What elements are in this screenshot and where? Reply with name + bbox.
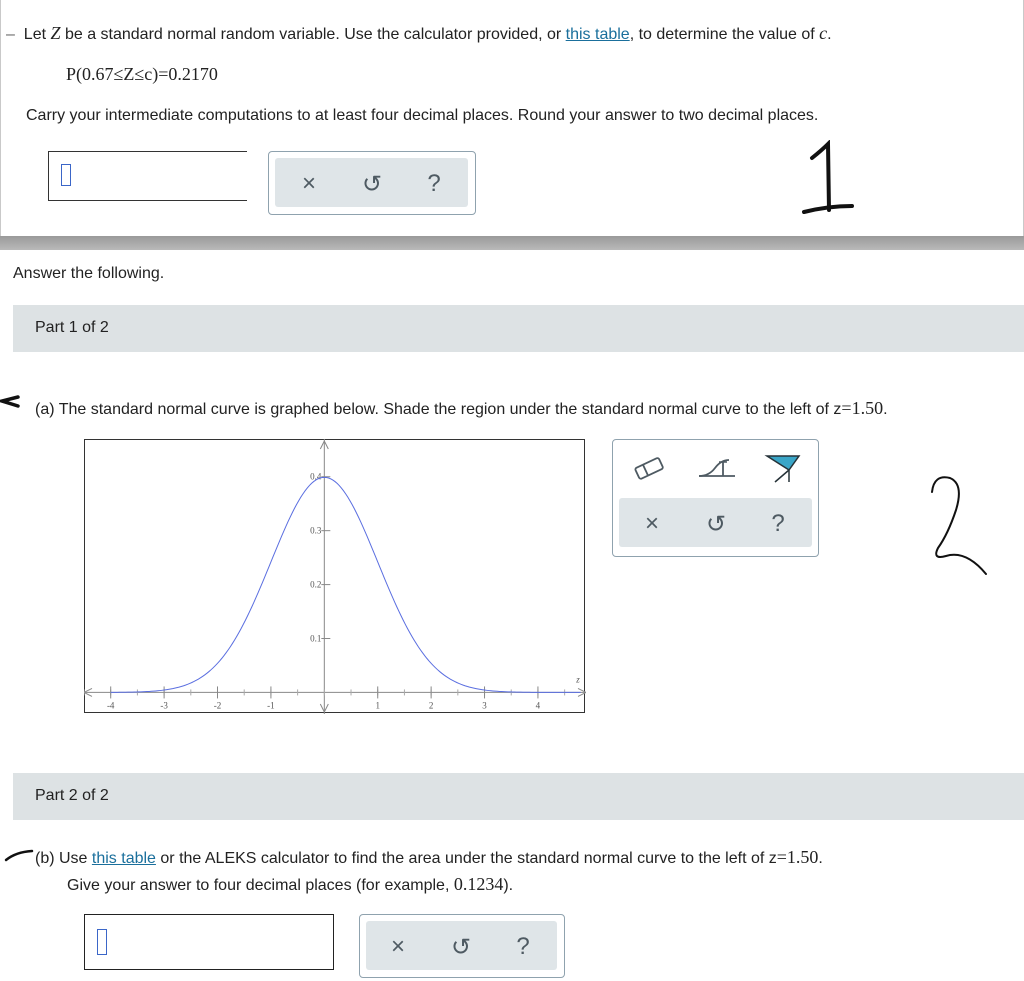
rounding-instructions: Carry your intermediate computations to at least four decimal places. Round your answer to two decimal places. [26, 107, 819, 124]
prompt-text-1: Let [23, 26, 51, 43]
y-tick-label: 0.1 [310, 633, 322, 644]
eraser-icon[interactable] [633, 454, 667, 482]
answer-input-c[interactable] [48, 151, 247, 201]
x-tick-label: -3 [160, 700, 168, 711]
help-icon-2[interactable]: ? [516, 933, 530, 960]
shade-left-icon[interactable] [697, 454, 737, 482]
input-cursor-icon [61, 164, 71, 186]
part-2-end: . [818, 850, 823, 867]
part-1-question-text: (a) The standard normal curve is graphed below. Shade the region under the standard normal curve to the left of [35, 401, 834, 418]
card-divider [0, 236, 1024, 250]
part-1-end: . [883, 401, 888, 418]
graph-toolbar [612, 439, 819, 557]
handwritten-dash [4, 848, 34, 862]
undo-icon[interactable]: ↺ [361, 171, 383, 198]
part-2-table-link[interactable]: this table [91, 850, 156, 867]
part-1-z: z [833, 401, 842, 418]
undo-icon-2[interactable]: ↺ [450, 934, 472, 961]
part-1-z-value: 1.50 [851, 398, 884, 418]
part-2-instructions-end: ). [503, 877, 514, 894]
prompt-var-z: Z [50, 23, 61, 43]
probability-equation: P(0.67≤Z≤c)=0.2170 [66, 64, 218, 84]
part-2-z-value: 1.50 [786, 847, 819, 867]
answer-toolbar-2 [359, 914, 565, 978]
x-tick-label: 1 [375, 700, 380, 711]
shade-region-icon[interactable] [763, 450, 803, 486]
part-1-question [35, 398, 888, 420]
answer-following-heading: Answer the following. [13, 265, 165, 282]
x-tick-label: 4 [535, 700, 541, 711]
question-1-prompt [6, 23, 832, 45]
handwritten-bracket [0, 394, 22, 410]
graph-border [85, 440, 585, 713]
graph-help-icon[interactable]: ? [771, 510, 785, 537]
handwritten-mark-2 [916, 470, 996, 580]
prompt-end: . [827, 26, 832, 43]
y-tick-label: 0.2 [310, 579, 322, 590]
part-2-instructions-text: Give your answer to four decimal places (for example, [67, 877, 454, 894]
part-2-example: 0.1234 [453, 874, 504, 894]
part-2-instructions [67, 874, 513, 896]
clear-icon[interactable]: × [301, 170, 316, 197]
x-tick-label: -1 [267, 700, 275, 711]
part-2-question-mid: or the ALEKS calculator to find the area under the standard normal curve to the left of [155, 850, 769, 867]
prompt-text-2: be a standard normal random variable. Use the calculator provided, or [60, 26, 566, 43]
part-2-label: Part 2 of 2 [35, 787, 109, 804]
x-axis-label: z [576, 674, 580, 685]
part-1-label: Part 1 of 2 [35, 319, 109, 336]
x-tick-label: -2 [213, 700, 222, 711]
part-2-header [13, 773, 1024, 820]
y-tick-label: 0.4 [310, 471, 322, 482]
part-2-question-text: (b) Use [35, 850, 92, 867]
x-tick-label: 2 [428, 700, 434, 711]
this-table-link[interactable]: this table [565, 26, 630, 43]
part-2-z: z [768, 850, 777, 867]
handwritten-mark-1 [798, 140, 858, 216]
prompt-var-c: c [819, 23, 828, 43]
prompt-text-3: , to determine the value of [629, 26, 820, 43]
normal-curve-graph[interactable] [84, 439, 586, 714]
help-icon[interactable]: ? [427, 170, 441, 197]
part-1-eq: = [841, 398, 852, 418]
input-cursor-icon-2 [97, 929, 107, 955]
part-2-eq: = [776, 847, 787, 867]
graph-undo-icon[interactable]: ↺ [705, 511, 727, 538]
part-2-question [35, 847, 823, 869]
x-tick-label: 3 [482, 700, 487, 711]
collapse-dash[interactable]: – [6, 26, 15, 43]
answer-input-area[interactable] [84, 914, 334, 970]
part-1-header [13, 305, 1024, 352]
x-tick-label: -4 [106, 700, 115, 711]
answer-toolbar-1 [268, 151, 476, 215]
graph-clear-icon[interactable]: × [644, 510, 659, 537]
clear-icon-2[interactable]: × [390, 933, 405, 960]
y-tick-label: 0.3 [310, 525, 322, 536]
